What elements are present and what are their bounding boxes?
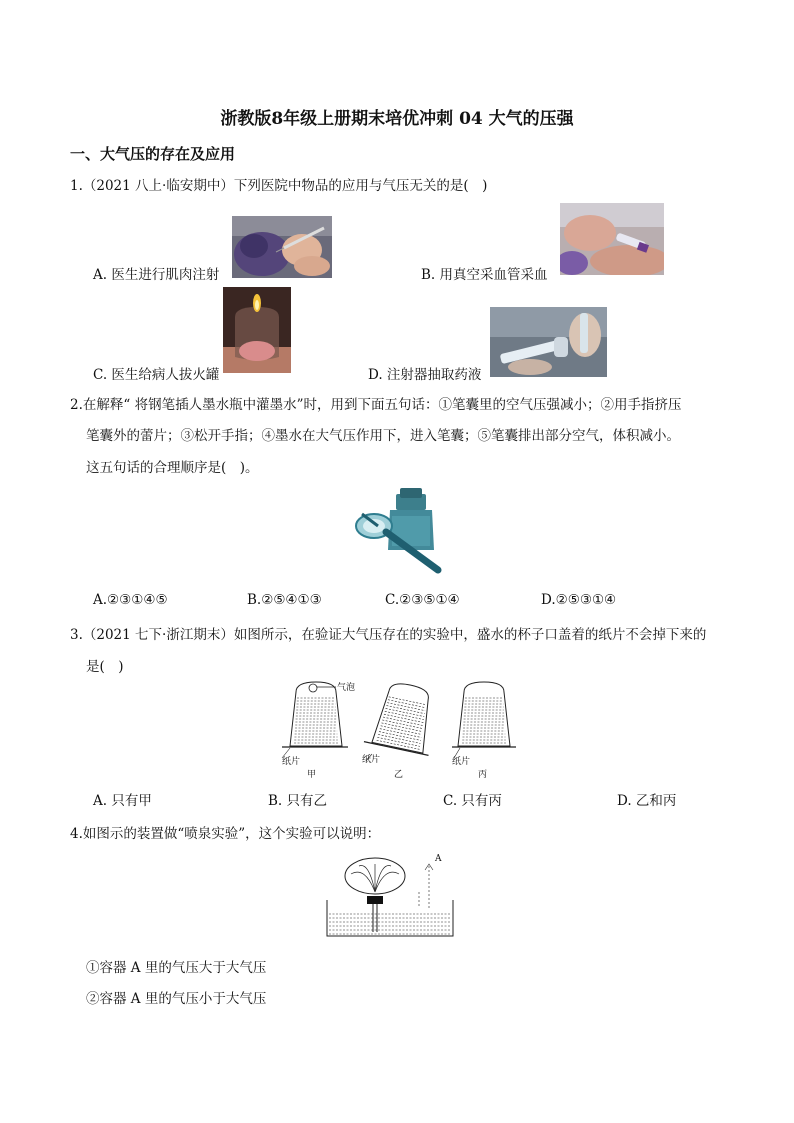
q3-option-d: D. 乙和丙: [617, 793, 677, 809]
label-bubble: 气泡: [337, 683, 356, 693]
label-paper-yi: 纸片: [362, 755, 381, 765]
label-paper-jia: 纸片: [282, 757, 301, 767]
q2-option-a: A.②③①④⑤: [93, 592, 168, 608]
q2-stem-line1: 2.在解释“ 将钢笔插人墨水瓶中灌墨水”时，用到下面五句话：①笔囊里的空气压强减小；②用手指挤压: [70, 397, 682, 413]
q4-item-2: ②容器 A 里的气压小于大气压: [86, 991, 267, 1007]
section-heading: 一、大气压的存在及应用: [70, 145, 236, 163]
q2-stem-line2: 笔囊外的蕾片；③松开手指；④墨水在大气压作用下，进入笔囊；⑤笔囊排出部分空气，体积减小。: [86, 428, 680, 444]
q1-stem: 1.（2021 八上·临安期中）下列医院中物品的应用与气压无关的是( ): [70, 178, 488, 194]
cup-yi: [364, 678, 442, 755]
q3-stem-line1: 3.（2021 七下·浙江期末）如图所示，在验证大气压存在的实验中，盛水的杯子口盖着的纸片不会掉下来的: [70, 627, 707, 643]
cup-jia: [282, 682, 348, 758]
label-bing: 丙: [478, 770, 488, 780]
cup-bing: [452, 682, 516, 758]
q1-option-d: D. 注射器抽取药液: [368, 367, 482, 383]
q1-option-c: C. 医生给病人拔火罐: [93, 367, 220, 383]
q2-option-d: D.②⑤③①④: [541, 592, 617, 608]
q1-photo-cupping: [223, 287, 291, 373]
page-title: 浙教版8年级上册期末培优冲刺 04 大气的压强: [220, 109, 574, 129]
label-paper-bing: 纸片: [452, 757, 471, 767]
q4-figure-fountain: [325, 852, 455, 938]
q2-option-c: C.②③⑤①④: [385, 592, 460, 608]
q3-option-b: B. 只有乙: [268, 793, 328, 809]
q3-option-c: C. 只有丙: [443, 793, 502, 809]
q1-option-a: A. 医生进行肌肉注射: [93, 267, 220, 283]
q4-stem: 4.如图示的装置做“喷泉实验”，这个实验可以说明：: [70, 826, 381, 842]
q3-figure-cups: [276, 676, 522, 782]
q1-photo-blood-draw: [560, 203, 664, 275]
q4-item-1: ①容器 A 里的气压大于大气压: [86, 960, 267, 976]
label-container-a: A: [435, 854, 442, 864]
q1-option-b: B. 用真空采血管采血: [421, 267, 548, 283]
q1-photo-syringe: [490, 307, 607, 377]
q1-photo-injection: [232, 216, 332, 278]
q2-option-b: B.②⑤④①③: [247, 592, 322, 608]
q2-stem-line3: 这五句话的合理顺序是( )。: [86, 460, 259, 476]
label-yi: 乙: [394, 770, 404, 780]
label-jia: 甲: [307, 770, 317, 780]
q2-figure-ink-bottle-pen: [352, 486, 448, 578]
q3-stem-line2: 是( ): [86, 659, 124, 675]
q3-option-a: A. 只有甲: [93, 793, 152, 809]
